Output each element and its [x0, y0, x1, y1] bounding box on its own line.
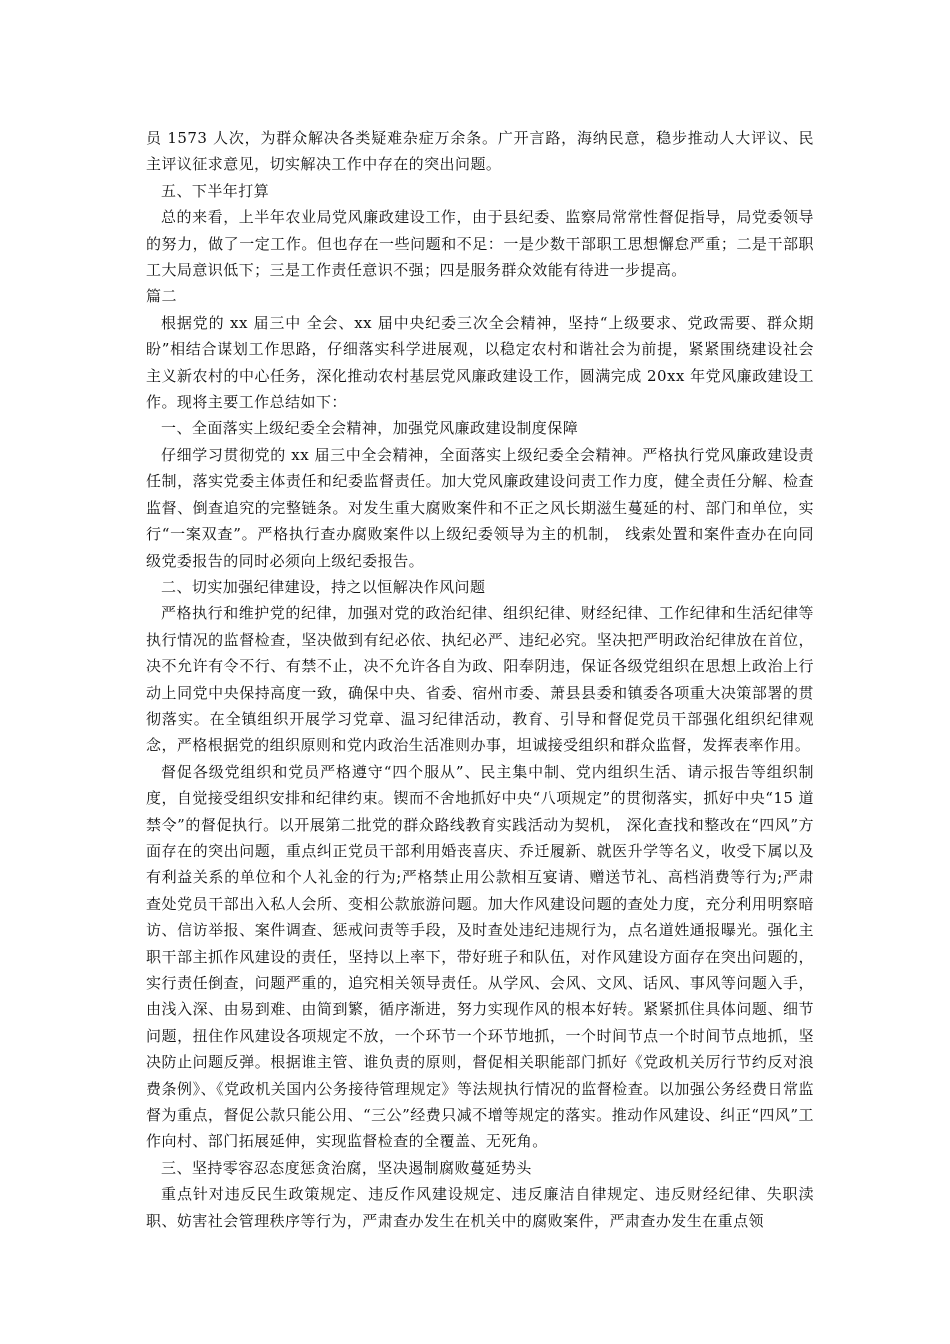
section-heading-3: 三、坚持零容忍态度惩贪治腐，坚决遏制腐败蔓延势头 [161, 1158, 532, 1177]
paragraph-section-2b: 督促各级党组织和党员严格遵守“四个服从”、民主集中制、党内组织生活、请示报告等组织制度，自觉接受组织安排和纪律约束。锲而不舍地抓好中央“八项规定”的贯彻落实，抓好中央“15 道禁令”的督促执行。以开展第二批党的群众路线教育实践活动为契机， 深化查找和整改在“四风”方面存在的突出问题，重点纠正党员干部利用婚丧喜庆、乔迁履新、就医升学等名义，收受下属以及有利益关系的单位和个人礼金的行为;严格禁止用公款相互宴请、赠送节礼、高档消费等行为;严肃查处党员干部出入私人会所、变相公款旅游问题。加大作风建设问题的查处力度，充分利用明察暗访、信访举报、案件调查、惩戒问责等手段，及时查处违纪违规行为，点名道姓通报曝光。强化主职干部主抓作风建设的责任，坚持以上率下，带好班子和队伍，对作风建设方面存在突出问题的，实行责任倒查，问题严重的，追究相关领导责任。从学风、会风、文风、话风、事风等问题入手，由浅入深、由易到难、由简到繁，循序渐进，努力实现作风的根本好转。紧紧抓住具体问题、细节问题，扭住作风建设各项规定不放，一个环节一个环节地抓，一个时间节点一个时间节点地抓，坚决防止问题反弹。根据谁主管、谁负责的原则，督促相关职能部门抓好《党政机关厉行节约反对浪费条例》、《党政机关国内公务接待管理规定》等法规执行情况的监督检查。以加强公务经费日常监督为重点，督促公款只能公用、“三公”经费只减不增等规定的落实。推动作风建设、纠正“四风”工作向村、部门拓展延伸，实现监督检查的全覆盖、无死角。 [146, 762, 814, 1151]
paragraph-section-1: 仔细学习贯彻党的 xx 届三中全会精神，全面落实上级纪委全会精神。严格执行党风廉政建设责任制，落实党委主体责任和纪委监督责任。加大党风廉政建设问责工作力度，健全责任分解、检查监督、倒查追究的完整链条。对发生重大腐败案件和不正之风长期滋生蔓延的村、部门和单位，实行“一案双查”。严格执行查办腐败案件以上级纪委领导为主的机制， 线索处置和案件查办在向同级党委报告的同时必须向上级纪委报告。 [146, 445, 814, 570]
part-title: 篇二 [146, 287, 177, 306]
section-heading-1: 一、全面落实上级纪委全会精神，加强党风廉政建设制度保障 [161, 419, 579, 438]
paragraph-summary: 总的来看，上半年农业局党风廉政建设工作，由于县纪委、监察局常常性督促指导，局党委领导的努力，做了一定工作。但也存在一些问题和不足：一是少数干部职工思想懈怠严重；二是干部职工大局意识低下；三是工作责任意识不强；四是服务群众效能有待进一步提高。 [146, 208, 814, 280]
paragraph-section-3: 重点针对违反民生政策规定、违反作风建设规定、违反廉洁自律规定、违反财经纪律、失职渎职、妨害社会管理秩序等行为，严肃查办发生在机关中的腐败案件，严肃查办发生在重点领 [146, 1185, 814, 1230]
section-heading-2: 二、切实加强纪律建设，持之以恒解决作风问题 [161, 577, 486, 596]
paragraph-continuation: 员 1573 人次，为群众解决各类疑难杂症万余条。广开言路，海纳民意，稳步推动人大评议、民主评议征求意见，切实解决工作中存在的突出问题。 [146, 129, 814, 174]
paragraph-intro: 根据党的 xx 届三中 全会、xx 届中央纪委三次全会精神，坚持“上级要求、党政需要、群众期盼”相结合谋划工作思路，仔细落实科学进展观，以稳定农村和谐社会为前提，紧紧围绕建设社会主义新农村的中心任务，深化推动农村基层党风廉政建设工作，圆满完成 20xx 年党风廉政建设工作。现将主要工作总结如下： [146, 313, 814, 412]
section-heading-plan: 五、下半年打算 [161, 181, 270, 200]
paragraph-section-2a: 严格执行和维护党的纪律，加强对党的政治纪律、组织纪律、财经纪律、工作纪律和生活纪律等执行情况的监督检查，坚决做到有纪必依、执纪必严、违纪必究。坚决把严明政治纪律放在首位，决不允许有令不行、有禁不止，决不允许各自为政、阳奉阴违，保证各级党组织在思想上政治上行动上同党中央保持高度一致，确保中央、省委、宿州市委、萧县县委和镇委各项重大决策部署的贯彻落实。在全镇组织开展学习党章、温习纪律活动，教育、引导和督促党员干部强化组织纪律观念，严格根据党的组织原则和党内政治生活准则办事，坦诚接受组织和群众监督，发挥表率作用。 [146, 604, 814, 755]
document-body [146, 125, 814, 1234]
